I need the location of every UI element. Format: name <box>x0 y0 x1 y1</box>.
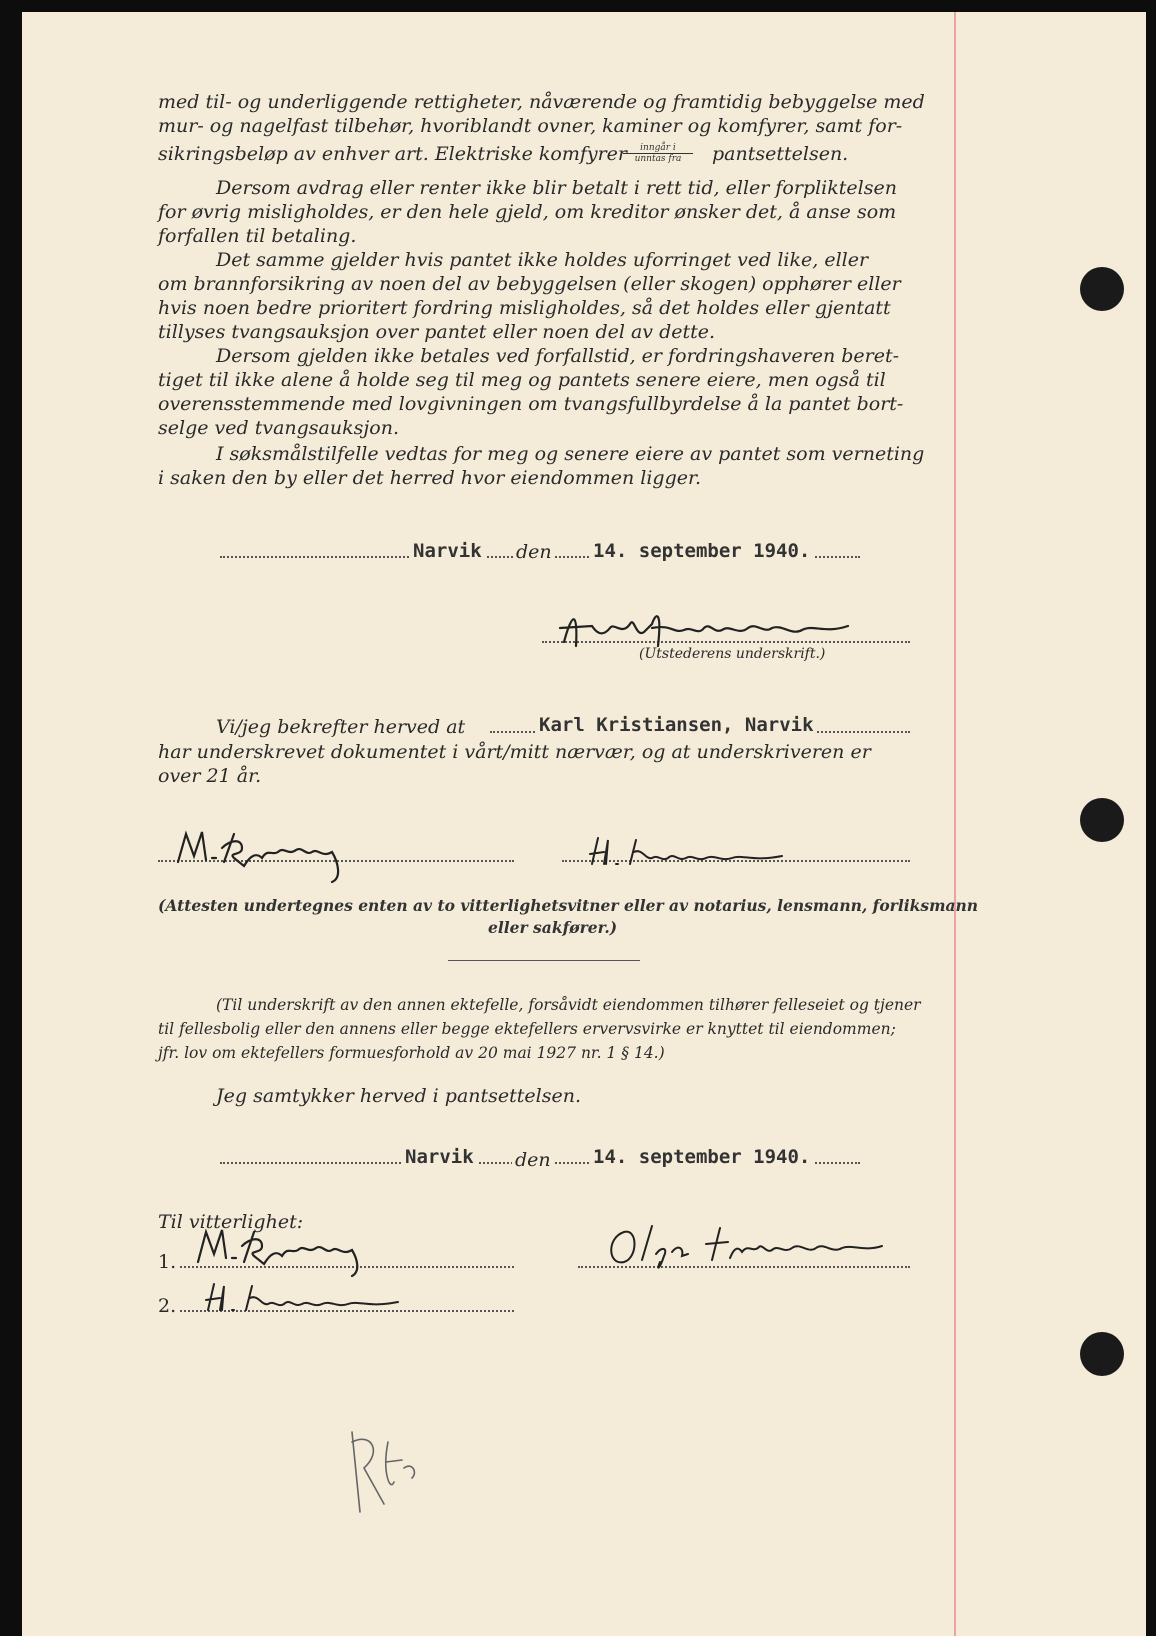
body-line: med til- og underliggende rettigheter, nåværende og framtidig bebyggelse med <box>158 91 925 113</box>
body-line: Det samme gjelder hvis pantet ikke holdes uforringet ved like, eller <box>216 249 869 271</box>
body-line: forfallen til betaling. <box>158 225 357 247</box>
pencil-initials <box>332 1412 452 1522</box>
body-line: sikringsbeløp av enhver art. Elektriske komfyrer <box>158 143 628 165</box>
body-line: om brannforsikring av noen del av bebyggelsen (eller skogen) opphører eller <box>158 273 901 295</box>
issuer-signature <box>552 602 872 652</box>
witness-signature-1 <box>172 822 372 886</box>
body-line: Dersom avdrag eller renter ikke blir betalt i rett tid, eller forpliktelsen <box>216 177 897 199</box>
issuer-caption: (Utstederens underskrift.) <box>639 646 826 662</box>
witness-number-1: 1. <box>158 1251 177 1273</box>
fraction-bottom: unntas fra <box>623 153 693 164</box>
body-line: overensstemmende med lovgivningen om tvangsfullbyrdelse å la pantet bort- <box>158 393 904 415</box>
date: 14. september 1940. <box>590 1146 813 1168</box>
body-line: har underskrevet dokumentet i vårt/mitt nærvær, og at underskriveren er <box>158 741 871 763</box>
punch-hole <box>1080 267 1124 311</box>
spouse-signature <box>602 1218 902 1274</box>
body-line: for øvrig misligholdes, er den hele gjeld, om kreditor ønsker det, å anse som <box>158 201 897 223</box>
margin-line <box>954 12 956 1636</box>
spouse-note: (Til underskrift av den annen ektefelle, forsåvidt eiendommen tilhører felleseiet og tjener <box>216 996 921 1014</box>
body-line: over 21 år. <box>158 765 262 787</box>
body-line: i saken den by eller det herred hvor eiendommen ligger. <box>158 467 702 489</box>
den-label: den <box>512 1148 554 1172</box>
document-page <box>22 12 1146 1636</box>
date: 14. september 1940. <box>590 540 813 562</box>
body-line: pantsettelsen. <box>712 143 849 165</box>
body-line: tiget til ikke alene å holde seg til meg og pantets senere eiere, men også til <box>158 369 886 391</box>
witness-signature-3 <box>192 1218 392 1278</box>
body-line: I søksmålstilfelle vedtas for meg og senere eiere av pantet som verneting <box>216 443 925 465</box>
spouse-note: jfr. lov om ektefellers formuesforhold av 20 mai 1927 nr. 1 § 14.) <box>158 1044 665 1062</box>
punch-hole <box>1080 798 1124 842</box>
punch-hole <box>1080 1332 1124 1376</box>
witness-signature-4 <box>198 1276 418 1320</box>
divider <box>448 960 640 961</box>
body-line: mur- og nagelfast tilbehør, hvoriblandt ovner, kaminer og komfyrer, samt for- <box>158 115 903 137</box>
place: Narvik <box>410 540 485 562</box>
fraction <box>623 143 693 164</box>
body-line: selge ved tvangsauksjon. <box>158 417 399 439</box>
place: Narvik <box>402 1146 477 1168</box>
witness-name: Karl Kristiansen, Narvik <box>536 714 817 736</box>
attest-note: eller sakfører.) <box>488 918 618 937</box>
attest-note: (Attesten undertegnes enten av to vitterlighetsvitner eller av notarius, lensmann, forliksmann <box>158 896 979 915</box>
den-label: den <box>513 540 555 564</box>
witness-prefix: Vi/jeg bekrefter herved at <box>216 716 466 738</box>
body-line: Dersom gjelden ikke betales ved forfallstid, er fordringshaveren beret- <box>216 345 900 367</box>
consent-text: Jeg samtykker herved i pantsettelsen. <box>216 1085 581 1107</box>
witnesses-label: Til vitterlighet: <box>158 1211 304 1233</box>
spouse-note: til fellesbolig eller den annens eller begge ektefellers ervervsvirke er knyttet til eiendommen; <box>158 1020 896 1038</box>
body-line: tillyses tvangsauksjon over pantet eller noen del av dette. <box>158 321 716 343</box>
witness-number-2: 2. <box>158 1295 177 1317</box>
witness-signature-2 <box>582 830 802 874</box>
fraction-top: inngår i <box>640 143 676 153</box>
body-line: hvis noen bedre prioritert fordring misligholdes, så det holdes eller gjentatt <box>158 297 891 319</box>
